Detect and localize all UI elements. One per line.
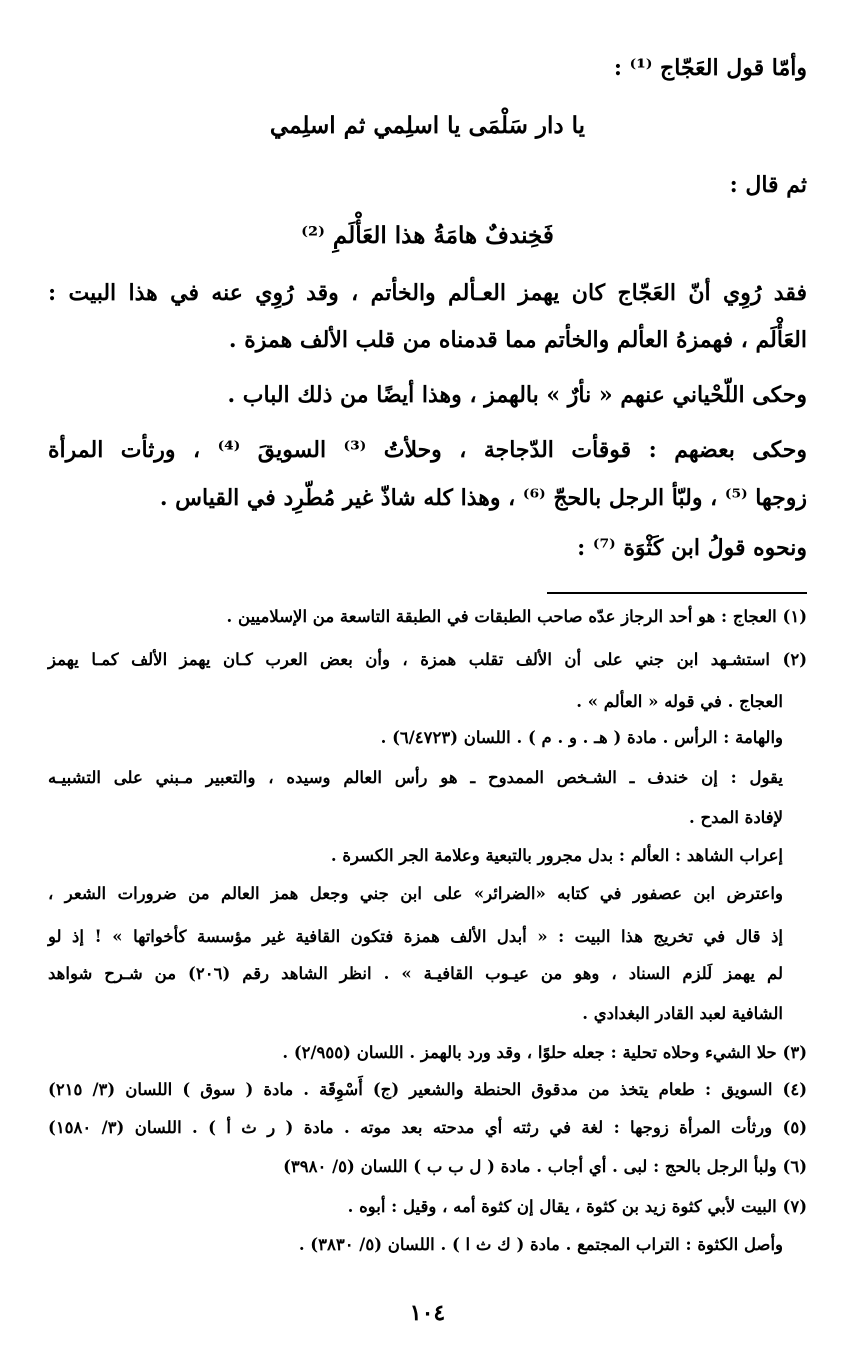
verse-line-2: فَخِندفٌ هامَةُ هذا العَأْلَمِ ⁽²⁾ xyxy=(301,222,554,249)
footnote-7-line-2: وأصل الكثوة : التراب المجتمع . مادة ( ك ث ا ) . اللسان (٥/ ٣٨٣٠) . xyxy=(298,1235,783,1254)
verse-line-1: يا دار سَلْمَى يا اسلِمي ثم اسلِمي xyxy=(269,112,586,139)
paragraph-1-line-1: فقد رُوِي أنّ العَجّاج كان يهمز العـألم والخأتم ، وقد رُوِي عنه في هذا البيت : xyxy=(48,280,807,306)
footnote-7-line-1: (٧) البيت لأبي كثوة زيد بن كثوة ، يقال إن كثوة أمه ، وقيل : أبوه . xyxy=(347,1197,807,1216)
paragraph-1-line-2: العَأْلَم ، فهمزهُ العألم والخأتم مما قدمناه من قلب الألف همزة . xyxy=(228,327,807,353)
footnote-2-line-9: لم يهمز لَلزم السناد ، وهو من عيـوب القافيـة » . انظر الشاهد رقم (٢٠٦) من شـرح شواهد xyxy=(48,964,783,983)
footnote-4: (٤) السويق : طعام يتخذ من مدقوق الحنطة والشعير (ج) أَسْوِقَة . مادة ( سوق ) اللسان (٣/ ٢١٥) xyxy=(48,1080,807,1099)
footnote-2-line-6: إعراب الشاهد : العألم : بدل مجرور بالتبعية وعلامة الجر الكسرة . xyxy=(330,846,783,865)
footnote-2-line-7: واعترض ابن عصفور في كتابه «الضرائر» على ابن جني وجعل همز العالم من ضرورات الشعر ، xyxy=(48,884,783,903)
footnote-2-line-5: لإفادة المدح . xyxy=(688,808,783,827)
footnote-2-line-1: (٢) استشـهد ابن جني على أن الألف تقلب همزة ، وأن بعض العرب كـان يهمز الألف كمـا يهمز xyxy=(48,650,807,669)
paragraph-2: وحكى اللّحْياني عنهم « نأرٌ » بالهمز ، وهذا أيضًا من ذلك الباب . xyxy=(227,382,807,408)
footnote-2-line-10: الشافية لعبد القادر البغدادي . xyxy=(582,1004,783,1023)
footnote-separator xyxy=(547,592,807,594)
footnote-2-line-3: والهامة : الرأس . مادة ( هـ . و . م ) . اللسان (٦/٤٧٢٣) . xyxy=(380,728,783,747)
footnote-5: (٥) ورثأت المرأة زوجها : لغة في رثته أي مدحته بعد موته . مادة ( ر ث أ ) . اللسان (٣/ ١٥٨٠) xyxy=(48,1118,807,1137)
paragraph-3-line-2: زوجها ⁽⁵⁾ ، ولبّأ الرجل بالحجّ ⁽⁶⁾ ، وهذا كله شاذّ غير مُطّرِد في القياس . xyxy=(159,485,807,511)
footnote-6: (٦) ولبأ الرجل بالحج : لبى . أي أجاب . مادة ( ل ب ب ) اللسان (٥/ ٣٩٨٠) xyxy=(283,1157,807,1176)
footnote-1: (١) العجاج : هو أحد الرجاز عدّه صاحب الطبقات في الطبقة التاسعة من الإسلاميين . xyxy=(226,607,807,626)
footnote-2-line-8: إذ قال في تخريج هذا البيت : « أبدل الألف همزة فتكون القافية غير مؤسسة كأخواتها » ! إذ لو xyxy=(48,927,783,946)
footnote-2-line-2: العجاج . في قوله « العألم » . xyxy=(576,692,783,711)
then-said-line: ثم قال : xyxy=(729,172,807,198)
paragraph-4: ونحوه قولُ ابن كَثْوَة ⁽⁷⁾ : xyxy=(577,535,807,561)
footnote-2-line-4: يقول : إن خندف ـ الشـخص الممدوح ـ هو رأس العالم وسيده ، والتعبير مـبني على التشبيـه xyxy=(48,768,783,787)
paragraph-3-line-1: وحكى بعضهم : قوقأت الدّجاجة ، وحلأتُ ⁽³⁾ السويقَ ⁽⁴⁾ ، ورثأت المرأة xyxy=(48,437,807,463)
page-number: ١٠٤ xyxy=(409,1300,446,1326)
intro-line: وأمّا قول العَجّاج ⁽¹⁾ : xyxy=(613,55,807,81)
footnote-3: (٣) حلا الشيء وحلاه تحلية : جعله حلوًا ، وقد ورد بالهمز . اللسان (٢/٩٥٥) . xyxy=(282,1043,807,1062)
